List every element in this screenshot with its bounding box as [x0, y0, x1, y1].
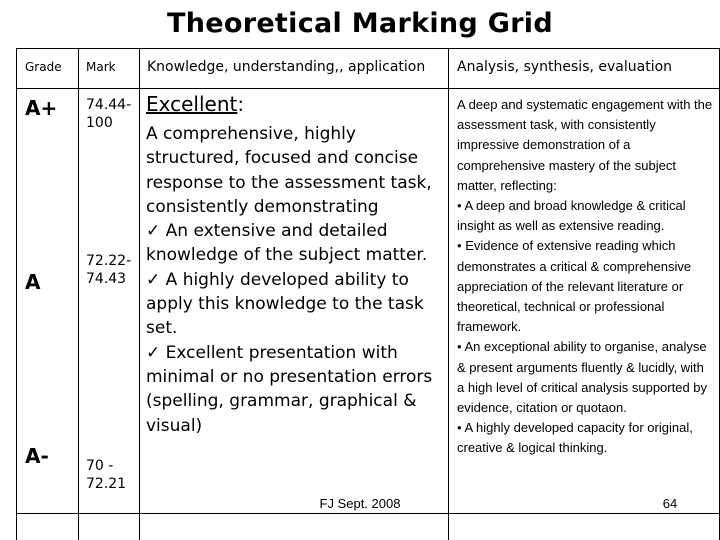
mark-range-end: 100	[86, 115, 113, 131]
knowledge-bullet	[146, 268, 442, 341]
knowledge-bullet-text: Excellent presentation with minimal or no presentation errors (spelling, grammar, graphical & visual)	[146, 342, 433, 436]
page-number: 64	[662, 496, 678, 511]
header-grade: Grade	[25, 60, 62, 74]
bullet-icon: •	[457, 238, 462, 254]
analysis-bullet-text: Evidence of extensive reading which demonstrates a critical & comprehensive appreciation of the relevant literature or theoretical, technical or professional framework.	[457, 238, 692, 335]
analysis-bullet	[457, 337, 713, 418]
check-icon: ✓	[146, 221, 161, 242]
table-top-border	[16, 48, 720, 49]
mark-range-end: 74.43	[86, 271, 127, 287]
knowledge-bullet-text: A highly developed ability to apply this knowledge to the task set.	[146, 269, 424, 339]
mark-range-end: 72.21	[86, 476, 127, 492]
knowledge-bullet	[146, 341, 442, 438]
bullet-icon: •	[457, 339, 462, 355]
bullet-icon: •	[457, 420, 462, 436]
analysis-bullet	[457, 196, 713, 236]
mark-range-a-minus	[86, 457, 138, 493]
knowledge-heading-label: Excellent	[146, 92, 238, 116]
mark-knowledge-divider	[139, 48, 140, 540]
page-title: Theoretical Marking Grid	[167, 8, 553, 39]
check-icon: ✓	[146, 269, 161, 290]
mark-range-a-plus	[86, 96, 138, 132]
grade-a: A	[25, 270, 41, 294]
analysis-description	[457, 95, 713, 459]
knowledge-bullet-text: An extensive and detailed knowledge of the subject matter.	[146, 221, 428, 266]
last-row-top-border	[16, 513, 720, 514]
analysis-bullet-text: A highly developed capacity for original, creative & logical thinking.	[457, 420, 693, 456]
mark-range-start: 70 -	[86, 458, 114, 474]
header-mark: Mark	[86, 60, 116, 74]
mark-range-a	[86, 252, 138, 288]
analysis-bullet	[457, 418, 713, 458]
analysis-bullet-text: An exceptional ability to organise, analyse & present arguments fluently & lucidly, with a high level of critical analysis supported by evidence, citation or quotaon.	[457, 339, 708, 416]
analysis-intro: A deep and systematic engagement with the assessment task, with consistently impressive demonstration of a comprehensive mastery of the subject matter, reflecting:	[457, 97, 713, 193]
header-analysis: Analysis, synthesis, evaluation	[457, 59, 673, 75]
knowledge-heading-colon: :	[237, 92, 245, 116]
analysis-bullet	[457, 236, 713, 337]
knowledge-analysis-divider	[448, 48, 449, 540]
bullet-icon: •	[457, 198, 462, 214]
knowledge-intro: A comprehensive, highly structured, focused and concise response to the assessment task, consistently demonstrating	[146, 124, 432, 217]
grade-mark-divider	[78, 48, 79, 540]
knowledge-description	[146, 122, 442, 438]
header-knowledge: Knowledge, understanding,, application	[147, 59, 426, 75]
table-left-border	[16, 48, 17, 540]
knowledge-bullet	[146, 219, 442, 268]
grade-a-minus: A-	[25, 444, 49, 468]
grade-a-plus: A+	[25, 96, 58, 120]
header-bottom-border	[16, 88, 720, 89]
footer-author-date: FJ Sept. 2008	[319, 496, 401, 511]
check-icon: ✓	[146, 342, 161, 363]
analysis-bullet-text: A deep and broad knowledge & critical insight as well as extensive reading.	[457, 198, 686, 234]
knowledge-heading	[146, 92, 244, 116]
mark-range-start: 72.22-	[86, 253, 132, 269]
mark-range-start: 74.44-	[86, 97, 132, 113]
